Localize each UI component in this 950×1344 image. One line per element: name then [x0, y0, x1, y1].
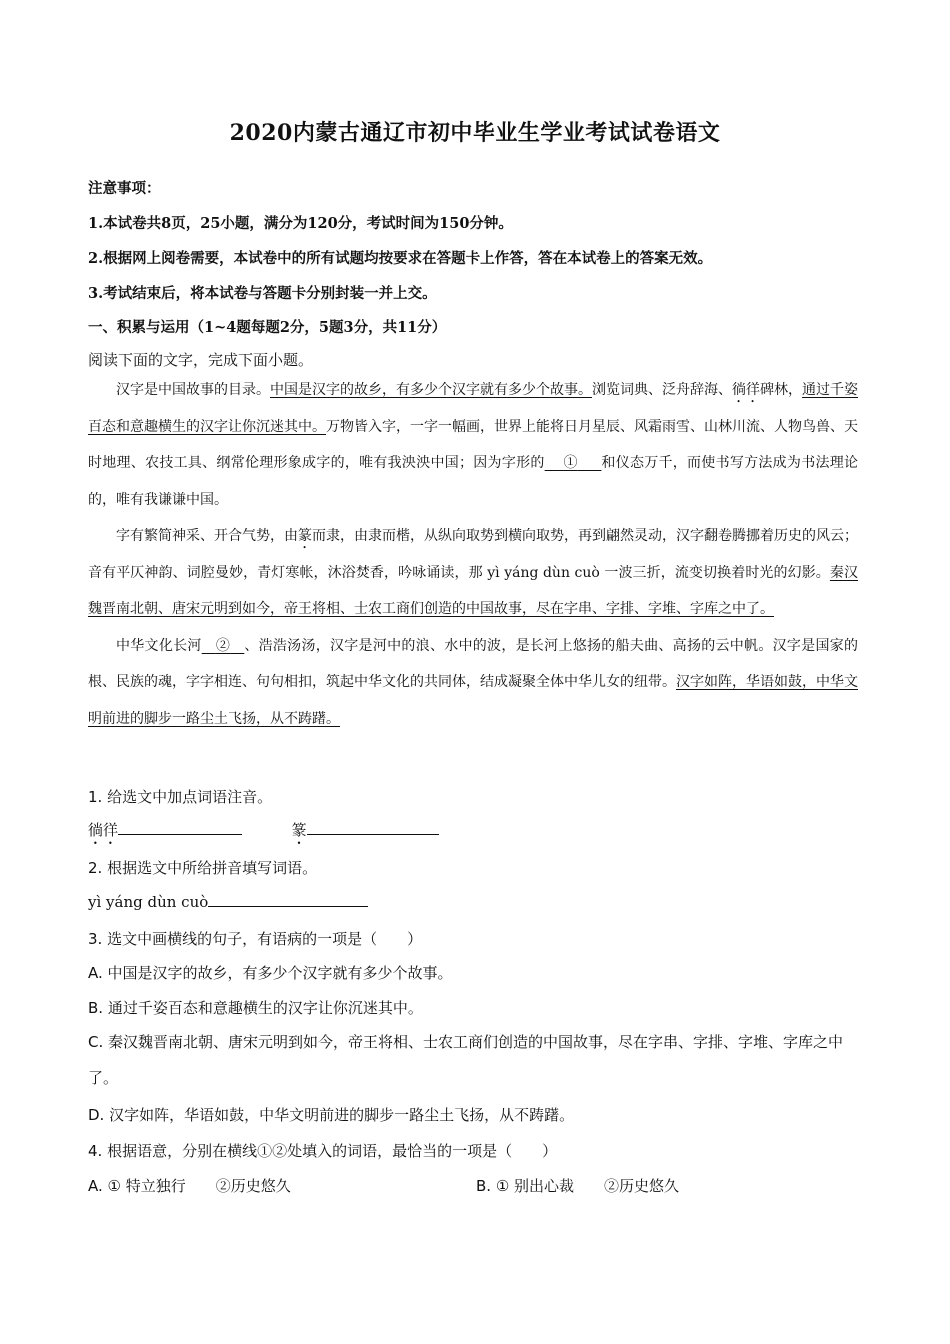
notice-item-1: 1.本试卷共8页，25小题，满分为120分，考试时间为150分钟。	[88, 215, 513, 232]
notice-item-3: 3.考试结束后，将本试卷与答题卡分别封装一并上交。	[88, 285, 437, 302]
question-text: 根据选文中所给拼音填写词语。	[107, 859, 318, 877]
text-span: 万物皆入字，一字一幅画，世界上能将日月星辰、风霜雨雪、山林川流、人物鸟兽、天时地理、农技工具、纲常伦理形象成字的，唯有我泱泱中国；因为字形的	[88, 418, 858, 471]
option-text: ① 特立独行 ②历史悠久	[107, 1177, 291, 1195]
answer-blank-1[interactable]	[118, 820, 242, 835]
text-span: 和仪态万千，而使书写方法成为书法理论的，唯有我谦谦中国。	[88, 455, 859, 508]
q3-option-a[interactable]	[88, 962, 453, 983]
text-span: 字有繁简神采、开合气势，由	[116, 528, 298, 544]
answer-blank-3[interactable]	[208, 892, 368, 907]
q3-option-b[interactable]	[88, 997, 423, 1018]
option-letter: A.	[88, 1177, 103, 1195]
question-4	[88, 1140, 557, 1161]
text-span: 中华文化长河	[116, 637, 202, 654]
dotted-word-changyang: 徜徉	[732, 382, 760, 398]
dotted-word-zhuan: 篆	[298, 528, 312, 544]
question-number: 4.	[88, 1142, 103, 1160]
blank-2-label: ②	[215, 637, 231, 654]
question-2	[88, 857, 317, 878]
underlined-sentence-2: 通过千姿百态和意趣横生的汉字让你沉迷其中。	[88, 382, 858, 435]
page-title: 2020内蒙古通辽市初中毕业生学业考试试卷语文	[229, 120, 721, 146]
option-text: 通过千姿百态和意趣横生的汉字让你沉迷其中。	[107, 999, 423, 1017]
option-text: 汉字如阵，华语如鼓，中华文明前进的脚步一路尘土飞扬，从不踌躇。	[109, 1106, 575, 1124]
notice-item-2: 2.根据网上阅卷需要，本试卷中的所有试题均按要求在答题卡上作答，答在本试卷上的答案无效。	[88, 250, 713, 267]
text-span: 碑林，	[760, 382, 802, 398]
q4-option-a[interactable]	[88, 1175, 291, 1196]
option-letter: B.	[88, 999, 104, 1017]
q3-option-c[interactable]	[88, 1024, 858, 1096]
section-heading: 一、积累与运用（1~4题每题2分，5题3分，共11分）	[88, 319, 447, 336]
text-span: 汉字是中国故事的目录。	[116, 382, 270, 398]
dotted-word: 篆	[291, 821, 307, 839]
question-text: 给选文中加点词语注音。	[107, 788, 273, 806]
answer-blank-2[interactable]	[307, 820, 439, 835]
text-span: 、浩浩汤汤，汉字是河中的浪、水中的波，是长河上悠扬的船夫曲、高扬的云中帆。汉字是国家的根、民族的魂，字字相连、句句相扣，筑起中华文化的共同体，结成凝聚全体中华儿女的纽带。	[88, 637, 858, 690]
blank-2	[202, 638, 245, 654]
instruction: 阅读下面的文字，完成下面小题。	[88, 351, 314, 369]
question-number: 3.	[88, 930, 103, 948]
question-number: 1.	[88, 788, 103, 806]
option-text: 中国是汉字的故乡，有多少个汉字就有多少个故事。	[107, 964, 453, 982]
question-1-answers	[88, 819, 439, 848]
text-span: 而隶，由隶而楷，从纵向取势到横向取势，再到翩然灵动，汉字翻卷腾挪着历史的风云；音有平仄神韵、词腔曼妙，青灯寒帐，沐浴焚香，吟咏诵读，那 yì yáng dùn cuò 一波三折，流变切换着时光的幻影。	[88, 528, 858, 581]
passage-paragraph-3	[88, 628, 858, 738]
question-text: 根据语意，分别在横线①②处填入的词语，最恰当的一项是（ ）	[107, 1142, 558, 1160]
question-number: 2.	[88, 859, 103, 877]
q4-option-b[interactable]	[476, 1175, 679, 1196]
dotted-word: 徜徉	[88, 821, 119, 839]
passage-paragraph-2	[88, 518, 858, 628]
option-text: ① 别出心裁 ②历史悠久	[495, 1177, 680, 1195]
passage-paragraph-1	[88, 372, 858, 518]
option-letter: D.	[88, 1106, 105, 1124]
question-text: 选文中画横线的句子，有语病的一项是（ ）	[107, 930, 423, 948]
question-1	[88, 786, 272, 807]
underlined-sentence-4: 汉字如阵，华语如鼓，中华文明前进的脚步一路尘土飞扬，从不踌躇。	[88, 674, 858, 727]
underlined-sentence-1: 中国是汉字的故乡，有多少个汉字就有多少个故事。	[270, 382, 592, 398]
question-3	[88, 928, 422, 949]
reading-passage	[88, 372, 858, 737]
text-span: 浏览词典、泛舟辞海、	[592, 382, 732, 398]
notice-heading: 注意事项：	[88, 180, 161, 197]
blank-1	[545, 455, 602, 471]
option-text: 秦汉魏晋南北朝、唐宋元明到如今，帝王将相、士农工商们创造的中国故事，尽在字串、字排、字堆、字库之中了。	[88, 1033, 844, 1087]
option-letter: B.	[476, 1177, 492, 1195]
blank-1-label: ①	[563, 455, 578, 471]
pinyin-text: yì yáng dùn cuò	[88, 893, 209, 911]
q3-option-d[interactable]	[88, 1104, 574, 1125]
question-2-answer	[88, 892, 368, 911]
underlined-sentence-3: 秦汉魏晋南北朝、唐宋元明到如今，帝王将相、士农工商们创造的中国故事，尽在字串、字排、字堆、字库之中了。	[88, 564, 859, 617]
option-letter: A.	[88, 964, 103, 982]
option-letter: C.	[88, 1033, 104, 1051]
